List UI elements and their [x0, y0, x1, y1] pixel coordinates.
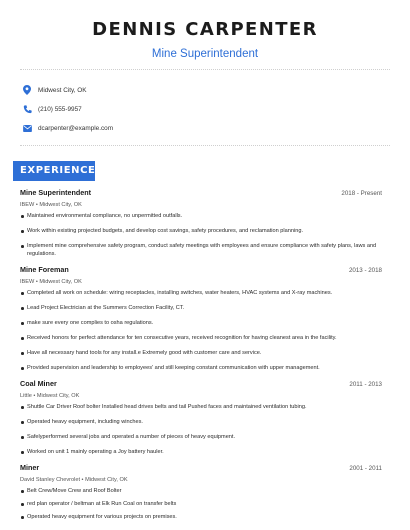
contact-location [20, 81, 113, 99]
job-bullet: Implement mine comprehensive safety program, conduct safety meetings with employees and ensure compliance with safety plans, laws and regulations. [20, 242, 382, 258]
resume-header [0, 0, 410, 61]
job-entry [20, 379, 382, 456]
job-organization: David Stanley Chevrolet • Midwest City, OK [20, 477, 128, 483]
job-entry [20, 188, 382, 258]
job-bullet: make sure every one complies to osha regulations. [20, 319, 382, 327]
job-bullet: Have all necessary hand tools for any install.e Extremely good with customer care and service. [20, 349, 382, 357]
job-dates: 2013 - 2018 [348, 267, 382, 274]
job-bullet: Belt Crew/Move Crew and Roof Bolter [20, 487, 382, 495]
job-bullet: Worked on unit 1 mainly operating a Joy battery hauler. [20, 448, 382, 456]
job-bullet: Operated heavy equipment, including winches. [20, 418, 382, 426]
job-role: Coal Miner [20, 379, 57, 388]
job-bullet: Lead Project Electrician at the Summers Correction Facility, CT. [20, 304, 382, 312]
header-divider [20, 69, 390, 70]
experience-list [20, 188, 382, 526]
job-organization: Little • Midwest City, OK [20, 393, 80, 399]
job-bullet: Provided supervision and leadership to employees' and still keeping constant communication with upper management. [20, 364, 382, 372]
job-entry [20, 265, 382, 372]
job-bullet: Safelyperformed several jobs and operated a number of pieces of heavy equipment. [20, 433, 382, 441]
contact-divider [20, 145, 390, 146]
candidate-title: Mine Superintendent [151, 48, 259, 60]
contact-location-text: Midwest City, OK [38, 86, 87, 94]
job-organization: IBEW • Midwest City, OK [20, 202, 82, 208]
location-pin-icon [20, 83, 34, 97]
contact-phone-text: (210) 555-9957 [38, 105, 82, 113]
job-bullet: Received honors for perfect attendance for ten consecutive years, received recognition for having cleanest area in the facility. [20, 334, 382, 342]
job-dates: 2011 - 2013 [349, 381, 382, 388]
job-bullet: Maintained environmental compliance, no unpermitted outfalls. [20, 212, 382, 220]
email-icon [20, 121, 34, 135]
experience-section-heading: EXPERIENCE [13, 161, 95, 181]
job-role: Mine Superintendent [20, 188, 92, 197]
job-bullet: Shuttle Car Driver Roof bolter Installed head drives belts and tail Pushed faces and maintained ventilation tubing. [20, 403, 382, 411]
job-bullet: red plan operator / beltman at Elk Run Coal on transfer belts [20, 500, 382, 508]
contact-phone [20, 100, 113, 118]
job-entry [20, 463, 382, 521]
candidate-name: DENNIS CARPENTER [92, 19, 318, 40]
job-organization: IBEW • Midwest City, OK [20, 279, 82, 285]
job-bullet: Work within existing projected budgets, and develop cost savings, safety procedures, and reclamation planning. [20, 227, 382, 235]
contact-email-text: dcarpenter@example.com [38, 124, 114, 132]
job-role: Mine Foreman [20, 265, 69, 274]
job-dates: 2018 - Present [341, 190, 382, 197]
phone-icon [20, 102, 34, 116]
job-role: Miner [20, 463, 40, 472]
job-bullet: Completed all work on schedule: wiring receptacles, installing switches, water heaters, HVAC systems and X-ray machines. [20, 289, 382, 297]
contact-email [20, 119, 113, 137]
job-bullet: Operated heavy equipment for various projects on premises. [20, 513, 382, 521]
job-dates: 2001 - 2011 [349, 465, 382, 472]
contact-list [20, 81, 113, 138]
